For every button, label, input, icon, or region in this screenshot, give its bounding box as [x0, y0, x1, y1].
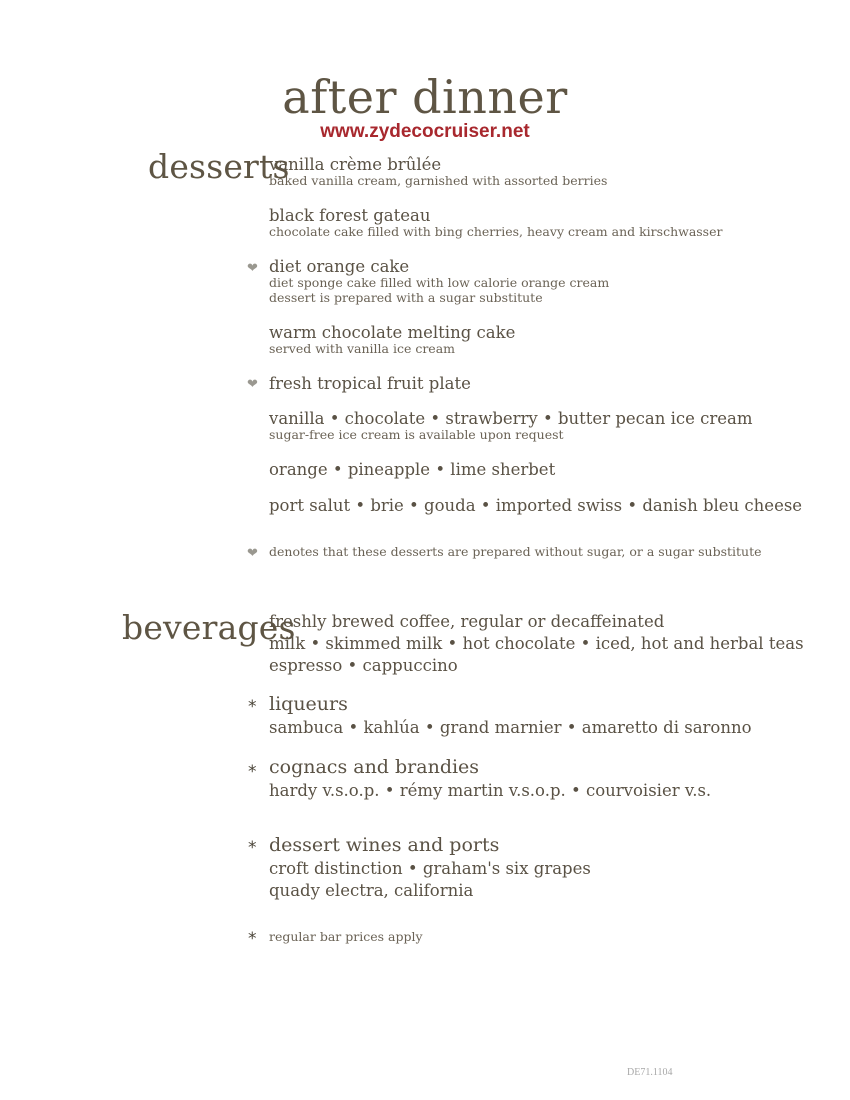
asterisk-icon: * [248, 762, 257, 782]
dessert-item-name: vanilla crème brûlée [269, 155, 442, 174]
wines-heading: dessert wines and ports [269, 834, 500, 856]
dessert-item-name: warm chocolate melting cake [269, 323, 516, 342]
heart-icon: ❤ [247, 546, 258, 561]
section-desserts-heading: desserts [148, 147, 290, 186]
dessert-item-desc: diet sponge cake filled with low calorie orange cream [269, 275, 610, 290]
dessert-item-name: black forest gateau [269, 206, 431, 225]
wines-line: quady electra, california [269, 881, 474, 900]
dessert-item-name: orange • pineapple • lime sherbet [269, 460, 556, 479]
dessert-item-name: port salut • brie • gouda • imported swiss • danish bleu cheese [269, 496, 803, 515]
dessert-item-desc: sugar-free ice cream is available upon request [269, 427, 564, 442]
heart-icon: ❤ [247, 377, 258, 392]
page-title: after dinner [282, 70, 568, 124]
section-beverages-heading: beverages [122, 608, 296, 647]
beverage-line: milk • skimmed milk • hot chocolate • iced, hot and herbal teas [269, 634, 804, 653]
dessert-item-name: fresh tropical fruit plate [269, 374, 471, 393]
wines-line: croft distinction • graham's six grapes [269, 859, 591, 878]
dessert-item-desc: dessert is prepared with a sugar substitute [269, 290, 543, 305]
watermark-url: www.zydecocruiser.net [320, 121, 530, 142]
document-code: DE71.1104 [627, 1067, 673, 1078]
desserts-note: denotes that these desserts are prepared without sugar, or a sugar substitute [269, 544, 762, 559]
dessert-item-name: vanilla • chocolate • strawberry • butter pecan ice cream [269, 409, 753, 428]
asterisk-icon: * [248, 697, 257, 717]
dessert-item-desc: served with vanilla ice cream [269, 341, 455, 356]
dessert-item-desc: baked vanilla cream, garnished with assorted berries [269, 173, 608, 188]
cognacs-line: hardy v.s.o.p. • rémy martin v.s.o.p. • courvoisier v.s. [269, 781, 712, 800]
liqueurs-line: sambuca • kahlúa • grand marnier • amaretto di saronno [269, 718, 752, 737]
cognacs-heading: cognacs and brandies [269, 756, 480, 778]
asterisk-icon: * [248, 838, 257, 858]
beverage-line: freshly brewed coffee, regular or decaffeinated [269, 612, 665, 631]
beverage-line: espresso • cappuccino [269, 656, 458, 675]
dessert-item-desc: chocolate cake filled with bing cherries, heavy cream and kirschwasser [269, 224, 723, 239]
dessert-item-name: diet orange cake [269, 257, 410, 276]
asterisk-icon: * [248, 929, 257, 949]
heart-icon: ❤ [247, 261, 258, 276]
bar-prices-note: regular bar prices apply [269, 929, 423, 944]
liqueurs-heading: liqueurs [269, 693, 348, 715]
